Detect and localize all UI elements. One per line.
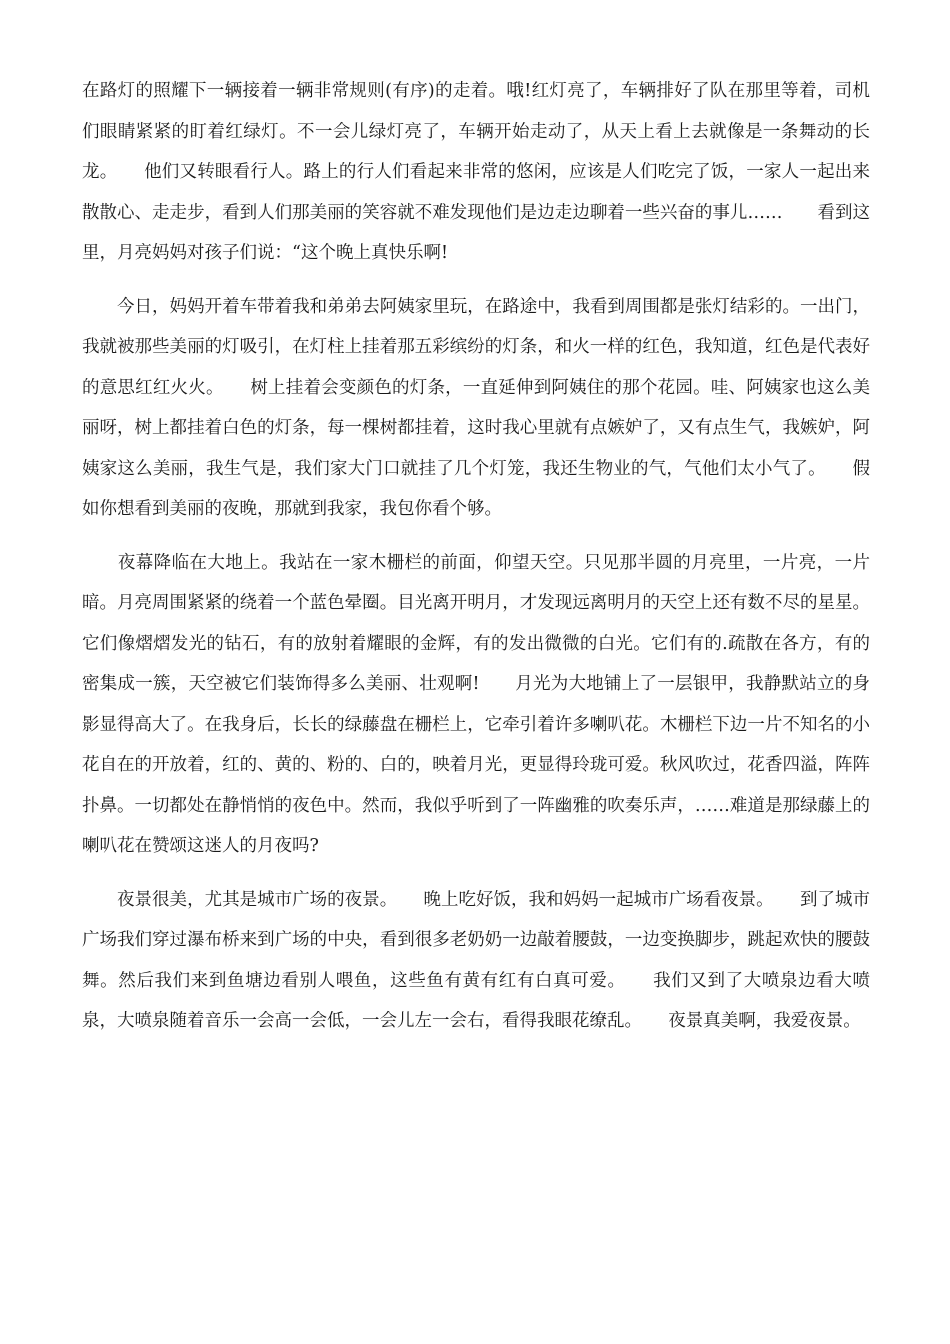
paragraph-gap [82, 530, 870, 543]
paragraph-gap [82, 274, 870, 287]
paragraph-night-traffic: 在路灯的照耀下一辆接着一辆非常规则(有序)的走着。哦!红灯亮了，车辆排好了队在那里等着，司机们眼睛紧紧的盯着红绿灯。不一会儿绿灯亮了，车辆开始走动了，从天上看上去就像是一条舞动的长龙。 他们又转眼看行人。路上的行人们看起来非常的悠闲，应该是人们吃完了饭，一家人一起出来散散心、走走步，看到人们那美丽的笑容就不难发现他们是边走边聊着一些兴奋的事儿…… 看到这里，月亮妈妈对孩子们说：“这个晚上真快乐啊! [82, 81, 870, 263]
paragraph-moonlit-night: 夜幕降临在大地上。我站在一家木栅栏的前面，仰望天空。只见那半圆的月亮里，一片亮，一片暗。月亮周围紧紧的绕着一个蓝色晕圈。目光离开明月，才发现远离明月的天空上还有数不尽的星星。它们像熠熠发光的钻石，有的放射着耀眼的金辉，有的发出微微的白光。它们有的.疏散在各方，有的密集成一簇，天空被它们装饰得多么美丽、壮观啊! 月光为大地铺上了一层银甲，我静默站立的身影显得高大了。在我身后，长长的绿藤盘在栅栏上，它牵引着许多喇叭花。木栅栏下边一片不知名的小花自在的开放着，红的、黄的、粉的、白的，映着月光，更显得玲珑可爱。秋风吹过，花香四溢，阵阵扑鼻。一切都处在静悄悄的夜色中。然而，我似乎听到了一阵幽雅的吹奏乐声，……难道是那绿藤上的喇叭花在赞颂这迷人的月夜吗? [82, 552, 870, 856]
paragraph-city-square: 夜景很美，尤其是城市广场的夜景。 晚上吃好饭，我和妈妈一起城市广场看夜景。 到了城市广场我们穿过瀑布桥来到广场的中央，看到很多老奶奶一边敲着腰鼓，一边变换脚步，跳起欢快的腰鼓舞。然后我们来到鱼塘边看别人喂鱼，这些鱼有黄有红有白真可爱。 我们又到了大喷泉边看大喷泉，大喷泉随着音乐一会高一会低，一会儿左一会右，看得我眼花缭乱。 夜景真美啊，我爱夜景。 [82, 889, 870, 1031]
paragraph-aunt-house-lights: 今日，妈妈开着车带着我和弟弟去阿姨家里玩，在路途中，我看到周围都是张灯结彩的。一出门，我就被那些美丽的灯吸引，在灯柱上挂着那五彩缤纷的灯条，和火一样的红色，我知道，红色是代表好的意思红红火火。 树上挂着会变颜色的灯条，一直延伸到阿姨住的那个花园。哇、阿姨家也这么美丽呀，树上都挂着白色的灯条，每一棵树都挂着，这时我心里就有点嫉妒了，又有点生气，我嫉妒，阿姨家这么美丽，我生气是，我们家大门口就挂了几个灯笼，我还生物业的气，气他们太小气了。 假如你想看到美丽的夜晚，那就到我家，我包你看个够。 [82, 296, 870, 519]
document-body [82, 71, 870, 1042]
paragraph-gap [82, 867, 870, 880]
